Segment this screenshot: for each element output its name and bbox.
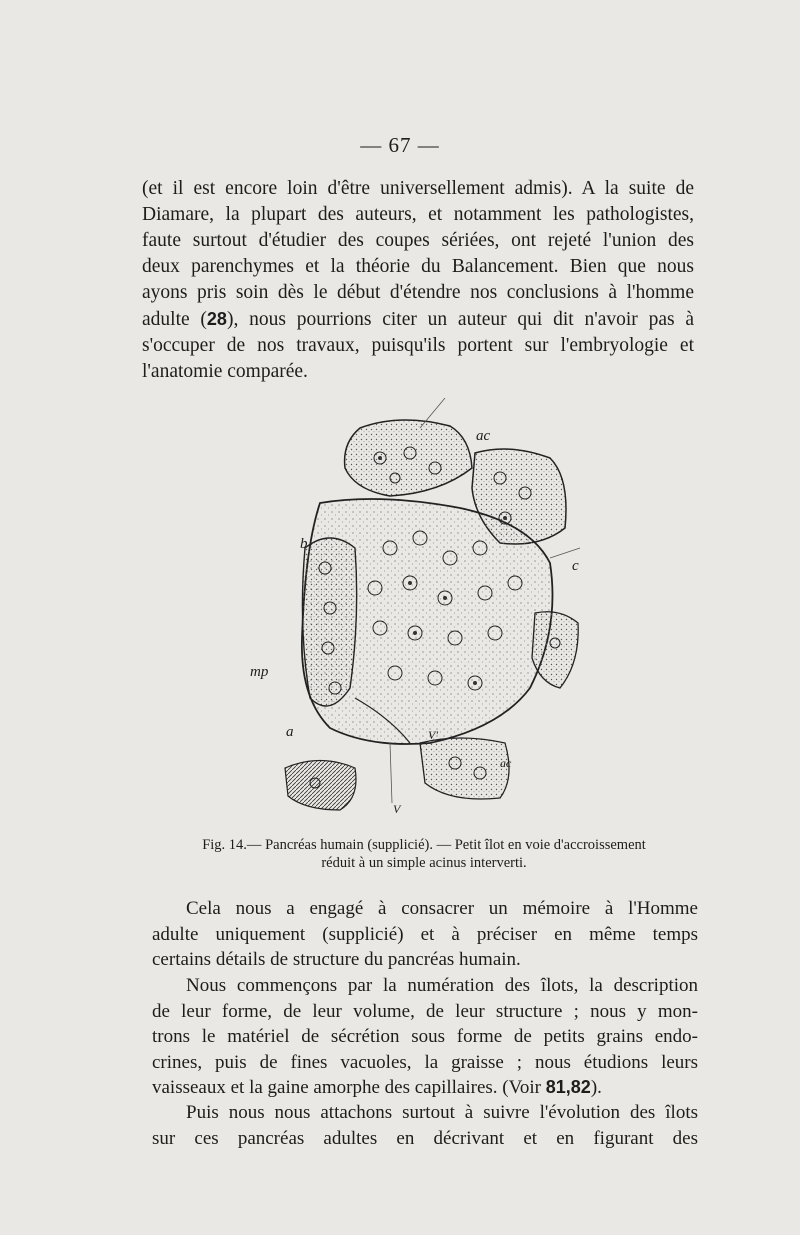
figure-label-v: V [393,802,401,816]
text-line-with-ref [142,306,694,333]
figure-label-mp: mp [250,664,269,680]
text-line: (et il est encore loin d'être universellement admis). A la suite de [142,178,694,199]
text-line: Puis nous nous attachons surtout à suivre l'évolution des îlots [186,1102,698,1123]
figure-label-c: c [572,558,579,574]
text-line: adulte uniquement (supplicié) et à préciser en même temps [152,923,698,945]
text-fragment: adulte ( [142,309,207,330]
figure-label-a: a [286,724,294,740]
bibliographic-reference: 28 [206,309,227,329]
figure-label-v-prime: V' [428,728,438,742]
text-fragment: ). [590,1077,602,1098]
paragraph-1 [142,176,694,385]
figure-label-ac-bottom: ac [500,756,512,770]
page-number: — 67 — [360,133,440,157]
figure-number: Fig. 14.— [202,837,262,853]
text-line: Nous commençons par la numération des îlots, la description [186,975,698,996]
text-line-with-ref [152,1075,698,1101]
figure-label-ac-top: ac [476,428,491,444]
text-line: l'anatomie comparée. [142,361,308,382]
text-fragment: ), nous pourrions citer un auteur qui dit n'avoir pas à [226,309,695,330]
text-line: s'occuper de nos travaux, puisqu'ils portent sur l'embryologie et [142,335,694,356]
text-line: crines, puis de fines vacuoles, la graisse ; nous étudions leurs [152,1051,698,1073]
bibliographic-reference: 81,82 [545,1077,591,1097]
caption-line-1 [148,836,700,854]
paragraph-2 [152,896,698,973]
caption-text: Pancréas humain (supplicié). — Petit îlot en voie d'accroissement [265,837,646,853]
figure-label-b: b [300,536,308,552]
text-fragment: vaisseaux et la gaine amorphe des capillaires. (Voir [152,1077,546,1098]
histology-figure [250,398,590,823]
text-line: Cela nous a engagé à consacrer un mémoire à l'Homme [186,898,698,919]
figure-caption [148,836,700,872]
pancreas-islet-drawing [260,398,590,823]
text-line: certains détails de structure du pancréas humain. [152,949,521,970]
paragraph-4 [152,1100,698,1151]
text-line: ayons pris soin dès le début d'étendre nos conclusions à l'homme [142,282,694,303]
caption-line-2: réduit à un simple acinus interverti. [321,855,527,871]
text-line: Diamare, la plupart des auteurs, et notamment les pathologistes, [142,204,694,225]
paragraph-3 [152,973,698,1101]
text-line: de leur forme, de leur volume, de leur structure ; nous y mon- [152,1000,698,1022]
text-line: sur ces pancréas adultes en décrivant et en figurant des [152,1127,698,1149]
text-line: deux parenchymes et la théorie du Balancement. Bien que nous [142,256,694,277]
text-line: trons le matériel de sécrétion sous forme de petits grains endo- [152,1026,698,1047]
text-line: faute surtout d'étudier des coupes sériées, ont rejeté l'union des [142,230,694,251]
